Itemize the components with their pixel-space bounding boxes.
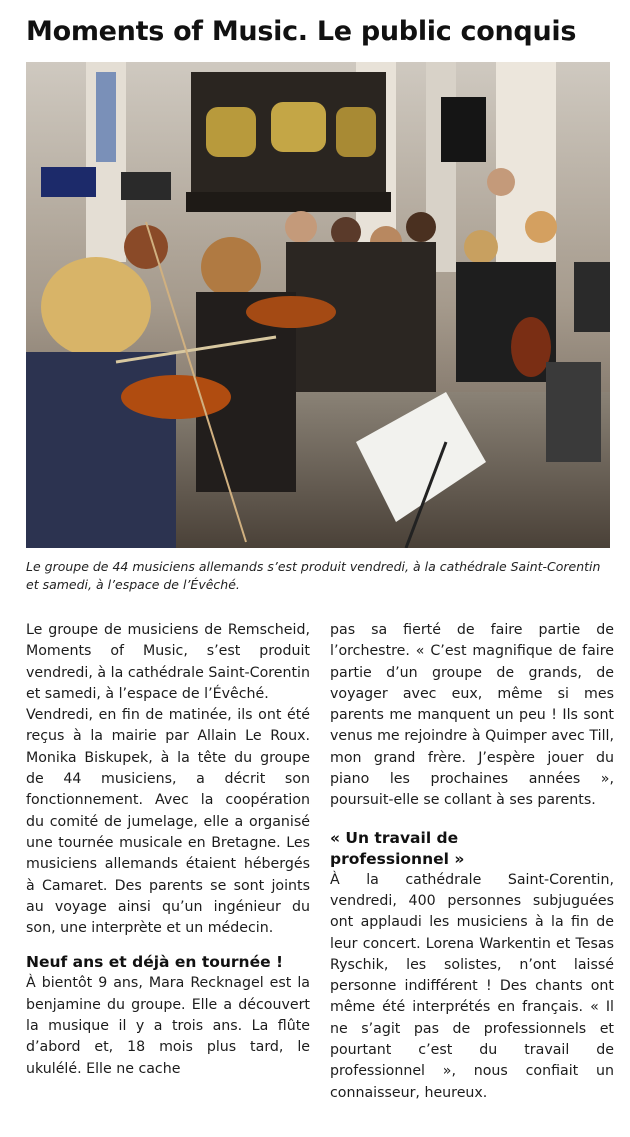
subheading-travail-professionnel: « Un travail de professionnel » — [330, 828, 465, 868]
paragraph-mara-part1: À bientôt 9 ans, Mara Recknagel est la benjamine du groupe. Elle a découvert la musique il y a trois ans. La flûte d’abord et, 18 mois plus tard, le ukulélé. Elle ne cache — [26, 975, 310, 1077]
paragraph-intro: Le groupe de musiciens de Remscheid, Moments of Music, s’est produit vendredi, à la cathédrale Saint-Corentin et samedi, à l’espace de l’Évêché. — [26, 622, 310, 702]
photo-caption: Le groupe de 44 musiciens allemands s’est produit vendredi, à la cathédrale Saint-Corentin et samedi, à l’espace de l’Évêché. — [26, 559, 601, 592]
article-column-left — [26, 620, 310, 1080]
article-headline: Moments of Music. Le public conquis — [26, 16, 577, 47]
subheading-neuf-ans: Neuf ans et déjà en tournée ! — [26, 953, 284, 972]
paragraph-reception: Vendredi, en fin de matinée, ils ont été reçus à la mairie par Allain Le Roux. Monika Biskupek, à la tête du groupe de 44 musiciens, a décrit son fonctionnement. Avec la coopération du comité de jumelage, elle a organisé une tournée musicale en Bretagne. Les musiciens allemands étaient hébergés à Camaret. Des parents se sont joints au voyage ainsi qu’un ingénieur du son, une interprète et un médecin. — [26, 707, 310, 937]
article-column-right — [330, 620, 614, 1104]
paragraph-mara-part2: pas sa fierté de faire partie de l’orchestre. « C’est magnifique de faire partie d’un groupe de grands, de voyager avec eux, même si mes parents me manquent un peu ! Ils sont venus me rejoindre à Quimper avec Till, mon grand frère. J’espère jouer du piano les prochaines années », poursuit-elle se collant à ses parents. — [330, 622, 614, 809]
paragraph-concert: À la cathédrale Saint-Corentin, vendredi, 400 personnes subjuguées ont applaudi les musiciens à la fin de leur concert. Lorena Warkentin et Tesas Ryschik, les solistes, n’ont laissé personne indifférent ! Des chants ont même été interprétés en français. « Il ne s’agit pas de professionnels et pourtant c’est du travail de professionnel », nous confiait un connaisseur, heureux. — [330, 871, 614, 1101]
concert-photo — [26, 62, 610, 548]
